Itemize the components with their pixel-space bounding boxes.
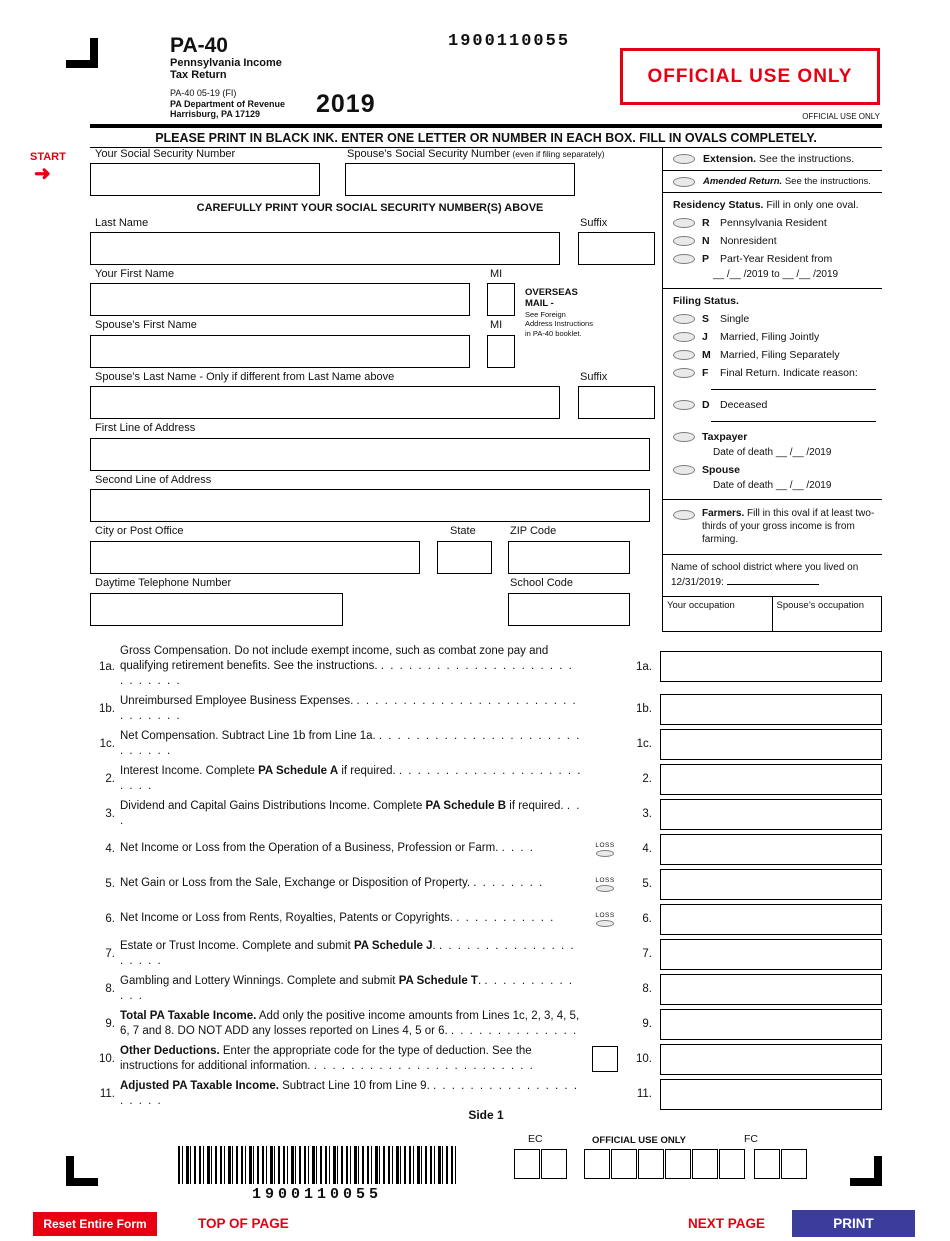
spouse-occupation-label: Spouse’s occupation	[776, 600, 864, 611]
barcode-number: 1900110055	[251, 1186, 382, 1203]
line-number: 9.	[105, 1018, 115, 1031]
filing-code: F	[702, 367, 709, 379]
line-text: Gross Compensation. Do not include exempt income, such as combat zone pay and qualifying retirement benefits. See the instructions. . . . . . . . . . . . . . . . . . . . . . . . . . . . .	[120, 645, 574, 688]
ssn-input[interactable]	[90, 163, 320, 196]
spouse-ssn-label	[347, 148, 605, 160]
line-4-amount-box[interactable]	[660, 834, 882, 865]
side-label: Side 1	[468, 1108, 504, 1122]
filing-code: J	[702, 331, 708, 343]
filing-code: M	[702, 349, 711, 361]
barcode	[178, 1146, 456, 1184]
official-use-only-text: OFFICIAL USE ONLY	[647, 65, 853, 87]
line-row-11	[90, 1079, 882, 1110]
line-number: 2.	[105, 773, 115, 786]
state-input[interactable]	[437, 541, 492, 574]
deceased-line[interactable]	[711, 415, 876, 422]
residency-label: Part-Year Resident from	[720, 253, 833, 265]
line-extra	[582, 842, 628, 857]
overseas-title1: OVERSEAS	[525, 287, 578, 298]
start-label: START	[30, 151, 66, 163]
residency-oval-P[interactable]	[673, 254, 695, 264]
suffix2-input[interactable]	[578, 386, 655, 419]
loss-indicator	[595, 877, 614, 892]
filing-option-F	[671, 364, 878, 382]
farmers-bold: Farmers.	[702, 508, 745, 519]
filing-oval-M[interactable]	[673, 350, 695, 360]
filing-label: Single	[720, 313, 750, 325]
farmers-section	[663, 500, 882, 555]
filing-option-S	[671, 310, 878, 328]
taxpayer-label: Taxpayer	[702, 431, 748, 443]
line-text: Interest Income. Complete PA Schedule A if required. . . . . . . . . . . . . . . . . . . . . . . . .	[120, 764, 582, 793]
line-number-right: 10.	[636, 1053, 652, 1066]
line-number-right: 5.	[642, 878, 652, 891]
line-number: 1c.	[99, 738, 115, 751]
filing-status-title: Filing Status.	[673, 295, 739, 307]
school-district-writein[interactable]	[727, 575, 819, 585]
taxpayer-death-date: Date of death __ /__ /2019	[713, 447, 832, 458]
amended-bold: Amended Return.	[703, 176, 783, 187]
suffix2-label: Suffix	[580, 371, 608, 383]
official-use-box-6[interactable]	[719, 1149, 745, 1179]
city-label: City or Post Office	[95, 525, 184, 537]
residency-oval-N[interactable]	[673, 236, 695, 246]
line-extra	[582, 877, 628, 892]
ec-box-2[interactable]	[541, 1149, 567, 1179]
line-number: 8.	[105, 983, 115, 996]
dept-line1: PA Department of Revenue	[170, 99, 286, 109]
fc-box-1[interactable]	[754, 1149, 780, 1179]
zip-input[interactable]	[508, 541, 630, 574]
extension-row	[663, 148, 882, 171]
line-1c-amount-box[interactable]	[660, 729, 882, 760]
first-name-label: Your First Name	[95, 268, 175, 280]
spouse-last-name-label: Spouse’s Last Name - Only if different from Last Name above	[95, 371, 395, 383]
your-occupation-cell[interactable]	[663, 597, 773, 631]
filing-oval-F[interactable]	[673, 368, 695, 378]
line-text: Unreimbursed Employee Business Expenses. . . . . . . . . . . . . . . . . . . . . . . . . . . . . . . .	[120, 694, 578, 723]
line-10-amount-box[interactable]	[660, 1044, 882, 1075]
residency-option-P	[671, 250, 878, 268]
deceased-option	[671, 396, 878, 414]
state-label: State	[450, 525, 476, 537]
suffix-input[interactable]	[578, 232, 655, 265]
school-code-label: School Code	[510, 577, 573, 589]
loss-oval-line-4[interactable]	[596, 850, 614, 857]
dept-line2: Harrisburg, PA 17129	[170, 109, 261, 119]
line-number: 5.	[105, 878, 115, 891]
residency-title-rest: Fill in only one oval.	[763, 199, 859, 211]
spouse-death-oval[interactable]	[673, 465, 695, 475]
phone-label: Daytime Telephone Number	[95, 577, 232, 589]
line-number-right: 4.	[642, 843, 652, 856]
spouse-mi-label: MI	[490, 319, 503, 331]
line-text: Net Income or Loss from the Operation of a Business, Profession or Farm. . . . .	[120, 842, 535, 855]
spouse-death-date: Date of death __ /__ /2019	[713, 480, 832, 491]
line-text: Estate or Trust Income. Complete and submit PA Schedule J. . . . . . . . . . . . . . . . . . . . .	[120, 939, 576, 968]
official-use-box-1[interactable]	[584, 1149, 610, 1179]
spouse-first-name-input[interactable]	[90, 335, 470, 368]
mi-label: MI	[490, 268, 503, 280]
corner-mark-top-left	[66, 38, 98, 68]
overseas-mail-note	[525, 287, 645, 338]
filing-options	[671, 310, 878, 382]
line-number-right: 1b.	[636, 703, 652, 716]
print-button[interactable]: PRINT	[792, 1210, 915, 1237]
spouse-last-name-input[interactable]	[90, 386, 560, 419]
form-title: PA-40	[170, 34, 228, 57]
corner-mark-bottom-left	[66, 1156, 98, 1186]
line-text: Net Compensation. Subtract Line 1b from Line 1a. . . . . . . . . . . . . . . . . . . . . . . . . . . . .	[120, 729, 581, 758]
line-number: 6.	[105, 913, 115, 926]
line-number-right: 2.	[642, 773, 652, 786]
spouse-mi-input[interactable]	[487, 335, 515, 368]
extension-text	[703, 153, 854, 165]
filing-option-M	[671, 346, 878, 364]
your-occupation-label: Your occupation	[667, 600, 735, 611]
line-number: 7.	[105, 948, 115, 961]
filing-oval-S[interactable]	[673, 314, 695, 324]
fc-box-2[interactable]	[781, 1149, 807, 1179]
loss-oval-line-6[interactable]	[596, 920, 614, 927]
spouse-death-option	[671, 461, 878, 479]
line-text: Dividend and Capital Gains Distributions Income. Complete PA Schedule B if required. . . .	[120, 799, 581, 828]
farmers-rest: Fill in this oval if at least two-thirds of your gross income is from farming.	[702, 508, 875, 545]
official-use-boxes	[584, 1149, 745, 1179]
line-1a-amount-box[interactable]	[660, 651, 882, 682]
final-return-reason-line[interactable]	[711, 383, 876, 390]
residency-label: Pennsylvania Resident	[720, 217, 827, 229]
loss-indicator	[595, 912, 614, 927]
line-number-right: 7.	[642, 948, 652, 961]
form-subtitle-line1: Pennsylvania Income	[170, 57, 282, 69]
deceased-oval[interactable]	[673, 400, 695, 410]
residency-code: N	[702, 235, 710, 247]
line-number: 1b.	[99, 703, 115, 716]
deceased-label: Deceased	[720, 399, 768, 411]
school-district-label: Name of school district where you lived on 12/31/2019:	[671, 562, 859, 588]
status-sidebar	[662, 148, 882, 632]
official-use-only-bottom-label: OFFICIAL USE ONLY	[592, 1135, 686, 1146]
residency-code: R	[702, 217, 710, 229]
ec-label: EC	[528, 1133, 543, 1145]
line-8-amount-box[interactable]	[660, 974, 882, 1005]
amended-return-text	[703, 176, 871, 187]
filing-oval-J[interactable]	[673, 332, 695, 342]
residency-options	[671, 214, 878, 268]
extension-rest: See the instructions.	[756, 153, 855, 165]
loss-label: LOSS	[595, 876, 615, 884]
form-version: PA-40 05-19 (FI)	[170, 88, 237, 98]
instruction-bar: PLEASE PRINT IN BLACK INK. ENTER ONE LETTER OR NUMBER IN EACH BOX. FILL IN OVALS COMPLETELY.	[90, 124, 882, 148]
address1-input[interactable]	[90, 438, 650, 471]
spouse-ssn-label-text: Spouse’s Social Security Number	[347, 148, 511, 160]
address2-label: Second Line of Address	[95, 474, 212, 486]
last-name-input[interactable]	[90, 232, 560, 265]
line-number-right: 6.	[642, 913, 652, 926]
line-7-amount-box[interactable]	[660, 939, 882, 970]
last-name-label: Last Name	[95, 217, 149, 229]
line-row-1c	[90, 729, 882, 760]
official-use-only-box	[620, 48, 880, 105]
line-text: Other Deductions. Enter the appropriate code for the type of deduction. See the instructions for additional information. . . . . . . . . . . . . . . . . . . . . . . . .	[120, 1044, 535, 1073]
line-number-right: 3.	[642, 808, 652, 821]
line-5-amount-box[interactable]	[660, 869, 882, 900]
line-row-1b	[90, 694, 882, 725]
line-row-5	[90, 869, 882, 900]
extension-oval[interactable]	[673, 154, 695, 164]
line-row-3	[90, 799, 882, 830]
residency-oval-R[interactable]	[673, 218, 695, 228]
income-line-items	[90, 644, 882, 1114]
reset-entire-form-button[interactable]: Reset Entire Form	[33, 1212, 157, 1236]
spouse-ssn-note: (even if filing separately)	[510, 149, 605, 159]
line-text: Total PA Taxable Income. Add only the positive income amounts from Lines 1c, 2, 3, 4, 5, 6, 7 and 8. DO NOT ADD any losses reported on Lines 4, 5 or 6. . . . . . . . . . . . . . .	[120, 1009, 580, 1038]
fc-label: FC	[744, 1133, 758, 1145]
line-number: 1a.	[99, 660, 115, 673]
extension-bold: Extension.	[703, 153, 757, 165]
line-number: 3.	[105, 808, 115, 821]
residency-section	[663, 193, 882, 289]
tax-year: 2019	[316, 90, 376, 118]
line-number-right: 11.	[636, 1088, 652, 1101]
spouse-first-name-label: Spouse’s First Name	[95, 319, 197, 331]
line-number-right: 1c.	[636, 738, 652, 751]
line-3-amount-box[interactable]	[660, 799, 882, 830]
overseas-note2: Address Instructions	[525, 319, 593, 329]
ssn-print-note: CAREFULLY PRINT YOUR SOCIAL SECURITY NUMBER(S) ABOVE	[196, 202, 544, 214]
residency-option-N	[671, 232, 878, 250]
school-district-section	[663, 555, 882, 596]
line-row-10	[90, 1044, 882, 1075]
phone-input[interactable]	[90, 593, 343, 626]
loss-indicator	[595, 842, 614, 857]
line-text: Adjusted PA Taxable Income. Subtract Line 10 from Line 9. . . . . . . . . . . . . . . . . . . . . .	[120, 1079, 579, 1108]
taxpayer-death-oval[interactable]	[673, 432, 695, 442]
line-number-right: 8.	[642, 983, 652, 996]
line-row-9	[90, 1009, 882, 1040]
line-number: 4.	[105, 843, 115, 856]
taxpayer-death-option	[671, 428, 878, 446]
deduction-code-box[interactable]	[592, 1046, 618, 1072]
official-use-box-3[interactable]	[638, 1149, 664, 1179]
start-arrow-icon: ➜	[34, 163, 51, 185]
line-9-amount-box[interactable]	[660, 1009, 882, 1040]
line-row-6	[90, 904, 882, 935]
zip-label: ZIP Code	[510, 525, 557, 537]
overseas-note3: in PA-40 booklet.	[525, 328, 582, 338]
school-code-input[interactable]	[508, 593, 630, 626]
overseas-title2: MAIL -	[525, 298, 554, 310]
official-use-box-4[interactable]	[665, 1149, 691, 1179]
ssn-label: Your Social Security Number	[95, 148, 236, 160]
document-number-top: 1900110055	[448, 32, 571, 51]
next-page-link[interactable]: NEXT PAGE	[688, 1216, 766, 1231]
amended-rest: See the instructions.	[782, 176, 871, 187]
line-row-4	[90, 834, 882, 865]
farmers-text	[702, 507, 878, 546]
line-number-right: 1a.	[636, 660, 652, 673]
line-number-right: 9.	[642, 1018, 652, 1031]
spouse-occupation-cell[interactable]	[773, 597, 882, 631]
mi-input[interactable]	[487, 283, 515, 316]
ec-box-1[interactable]	[514, 1149, 540, 1179]
residency-label: Nonresident	[720, 235, 777, 247]
loss-label: LOSS	[595, 841, 615, 849]
line-text: Net Income or Loss from Rents, Royalties, Patents or Copyrights. . . . . . . . . . . .	[120, 912, 555, 925]
line-row-7	[90, 939, 882, 970]
line-row-1a	[90, 644, 882, 690]
city-input[interactable]	[90, 541, 420, 574]
residency-option-R	[671, 214, 878, 232]
residency-code: P	[702, 253, 710, 265]
line-row-2	[90, 764, 882, 795]
first-name-input[interactable]	[90, 283, 470, 316]
filing-status-section	[663, 289, 882, 500]
fc-boxes	[754, 1149, 807, 1179]
address1-label: First Line of Address	[95, 422, 196, 434]
filing-option-J	[671, 328, 878, 346]
filing-code: S	[702, 313, 710, 325]
amended-return-oval[interactable]	[673, 177, 695, 187]
ec-boxes	[514, 1149, 567, 1179]
line-1b-amount-box[interactable]	[660, 694, 882, 725]
official-use-box-5[interactable]	[692, 1149, 718, 1179]
address2-input[interactable]	[90, 489, 650, 522]
filing-label: Final Return. Indicate reason:	[720, 367, 858, 379]
line-number: 10.	[99, 1053, 115, 1066]
suffix-label: Suffix	[580, 217, 608, 229]
line-11-amount-box[interactable]	[660, 1079, 882, 1110]
part-year-dates: __ /__ /2019 to __ /__ /2019	[713, 269, 839, 280]
line-extra	[582, 912, 628, 927]
amended-return-row	[663, 171, 882, 193]
loss-oval-line-5[interactable]	[596, 885, 614, 892]
official-use-box-2[interactable]	[611, 1149, 637, 1179]
residency-title-bold: Residency Status.	[673, 199, 764, 211]
filing-label: Married, Filing Jointly	[720, 331, 820, 343]
deceased-code: D	[702, 399, 710, 411]
line-6-amount-box[interactable]	[660, 904, 882, 935]
loss-label: LOSS	[595, 911, 615, 919]
line-number: 11.	[99, 1088, 115, 1101]
line-2-amount-box[interactable]	[660, 764, 882, 795]
top-of-page-link[interactable]: TOP OF PAGE	[198, 1216, 289, 1231]
line-row-8	[90, 974, 882, 1005]
corner-mark-bottom-right	[850, 1156, 882, 1186]
occupation-row	[663, 596, 882, 632]
spouse-ssn-input[interactable]	[345, 163, 575, 196]
overseas-note1: See Foreign	[525, 309, 566, 319]
spouse-label: Spouse	[702, 464, 740, 476]
line-text: Gambling and Lottery Winnings. Complete and submit PA Schedule T. . . . . . . . . . . . . .	[120, 974, 574, 1003]
line-text: Net Gain or Loss from the Sale, Exchange or Disposition of Property. . . . . . . . .	[120, 877, 544, 890]
residency-title	[671, 197, 878, 214]
line-extra	[582, 1046, 628, 1072]
official-use-only-small: OFFICIAL USE ONLY	[802, 112, 880, 121]
farmers-oval[interactable]	[673, 510, 695, 520]
filing-label: Married, Filing Separately	[720, 349, 840, 361]
form-subtitle-line2: Tax Return	[170, 69, 227, 81]
